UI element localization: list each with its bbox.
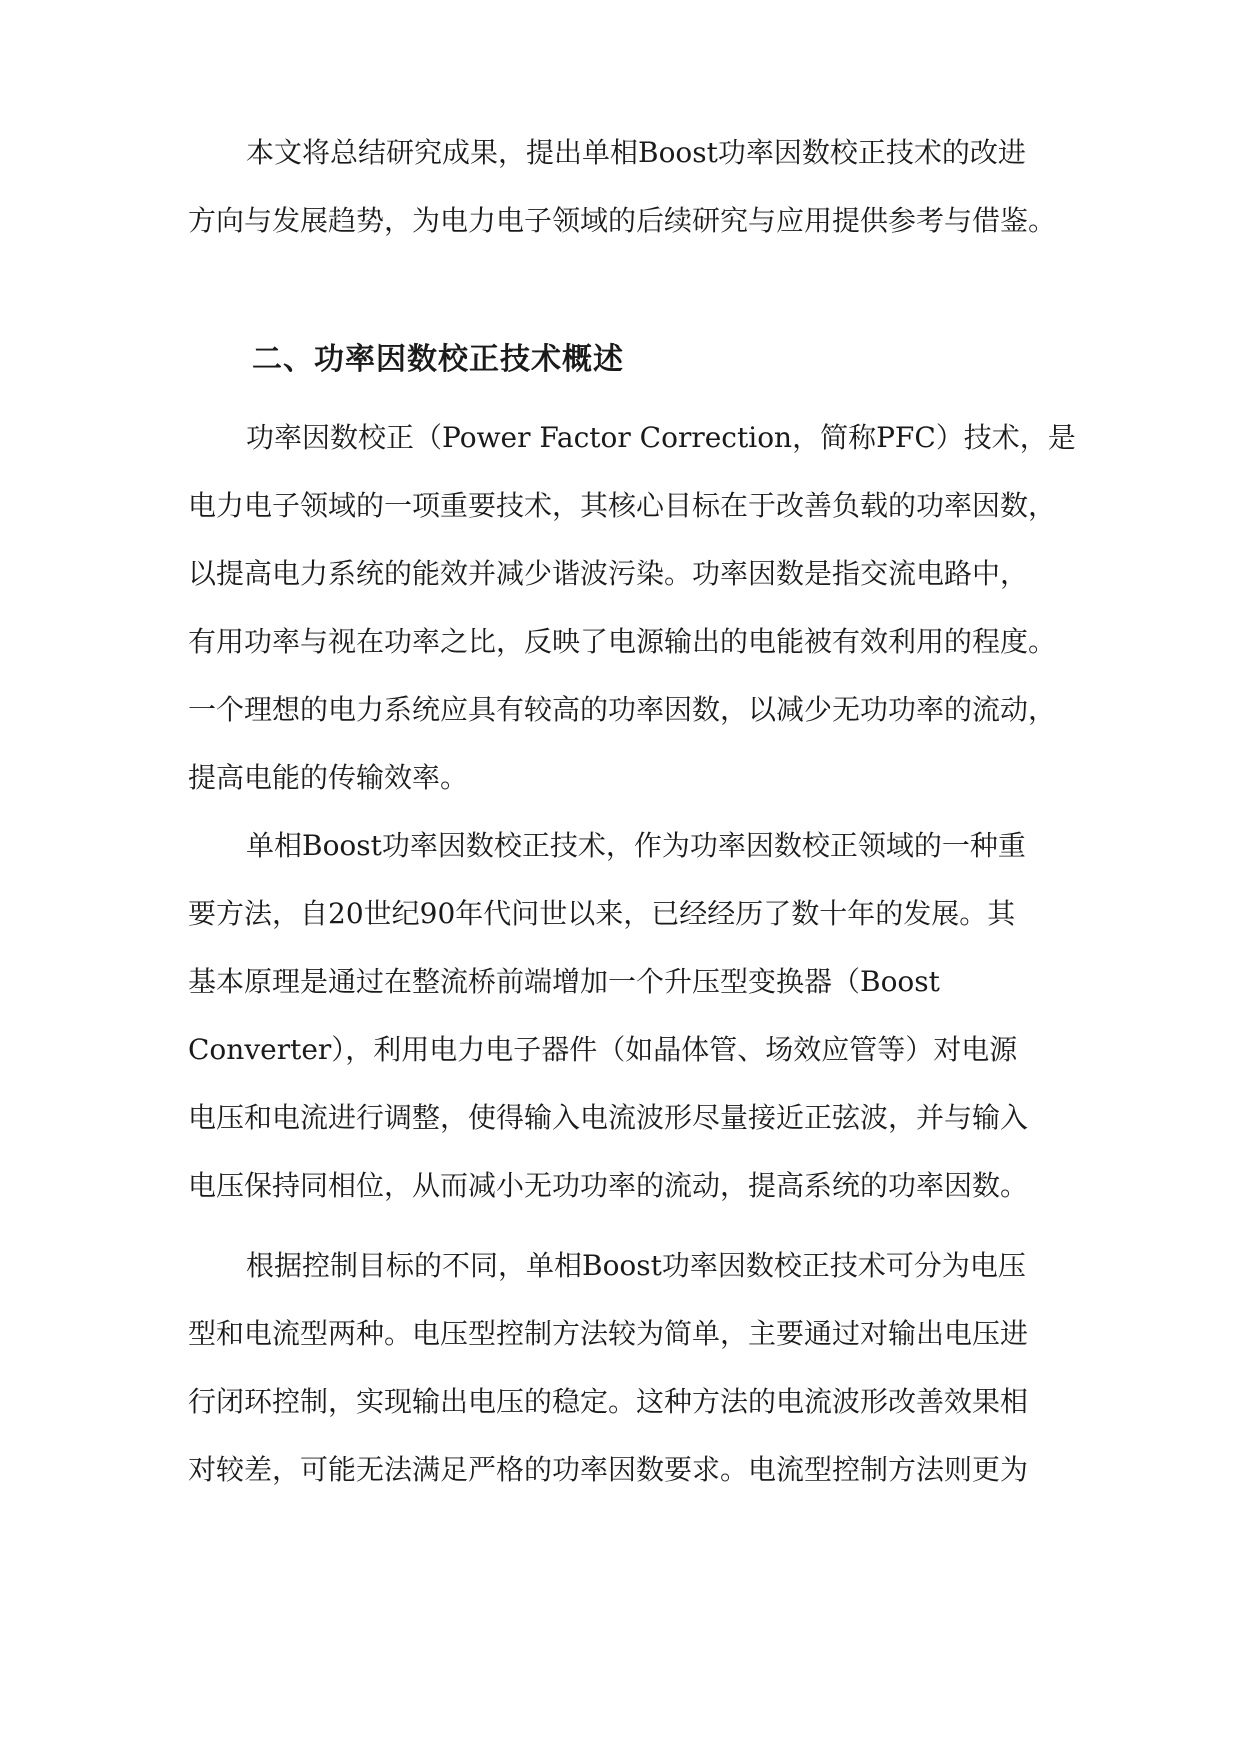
text-line: 基本原理是通过在整流桥前端增加一个升压型变换器（Boost	[188, 965, 940, 998]
text-line: 有用功率与视在功率之比，反映了电源输出的电能被有效利用的程度。	[188, 625, 1057, 658]
text-line: 对较差，可能无法满足严格的功率因数要求。电流型控制方法则更为	[188, 1453, 1029, 1486]
text-line: 功率因数校正（Power Factor Correction，简称PFC）技术，是	[246, 421, 1076, 454]
text-line: 要方法，自20世纪90年代问世以来，已经经历了数十年的发展。其	[188, 897, 1016, 930]
text-line: 行闭环控制，实现输出电压的稳定。这种方法的电流波形改善效果相	[188, 1385, 1029, 1418]
text-line: 本文将总结研究成果，提出单相Boost功率因数校正技术的改进	[246, 136, 1026, 169]
text-line: 方向与发展趋势，为电力电子领域的后续研究与应用提供参考与借鉴。	[188, 204, 1057, 237]
text-line: 提高电能的传输效率。	[188, 761, 469, 794]
text-line: Converter），利用电力电子器件（如晶体管、场效应管等）对电源	[188, 1033, 1018, 1066]
text-line: 电压保持同相位，从而减小无功功率的流动，提高系统的功率因数。	[188, 1169, 1029, 1202]
section-heading: 二、功率因数校正技术概述	[252, 342, 624, 377]
text-line: 根据控制目标的不同，单相Boost功率因数校正技术可分为电压	[246, 1249, 1026, 1282]
text-line: 一个理想的电力系统应具有较高的功率因数，以减少无功功率的流动，	[188, 693, 1057, 726]
text-line: 电压和电流进行调整，使得输入电流波形尽量接近正弦波，并与输入	[188, 1101, 1029, 1134]
text-line: 以提高电力系统的能效并减少谐波污染。功率因数是指交流电路中，	[188, 557, 1029, 590]
text-line: 单相Boost功率因数校正技术，作为功率因数校正领域的一种重	[246, 829, 1026, 862]
text-line: 电力电子领域的一项重要技术，其核心目标在于改善负载的功率因数，	[188, 489, 1057, 522]
text-line: 型和电流型两种。电压型控制方法较为简单，主要通过对输出电压进	[188, 1317, 1029, 1350]
